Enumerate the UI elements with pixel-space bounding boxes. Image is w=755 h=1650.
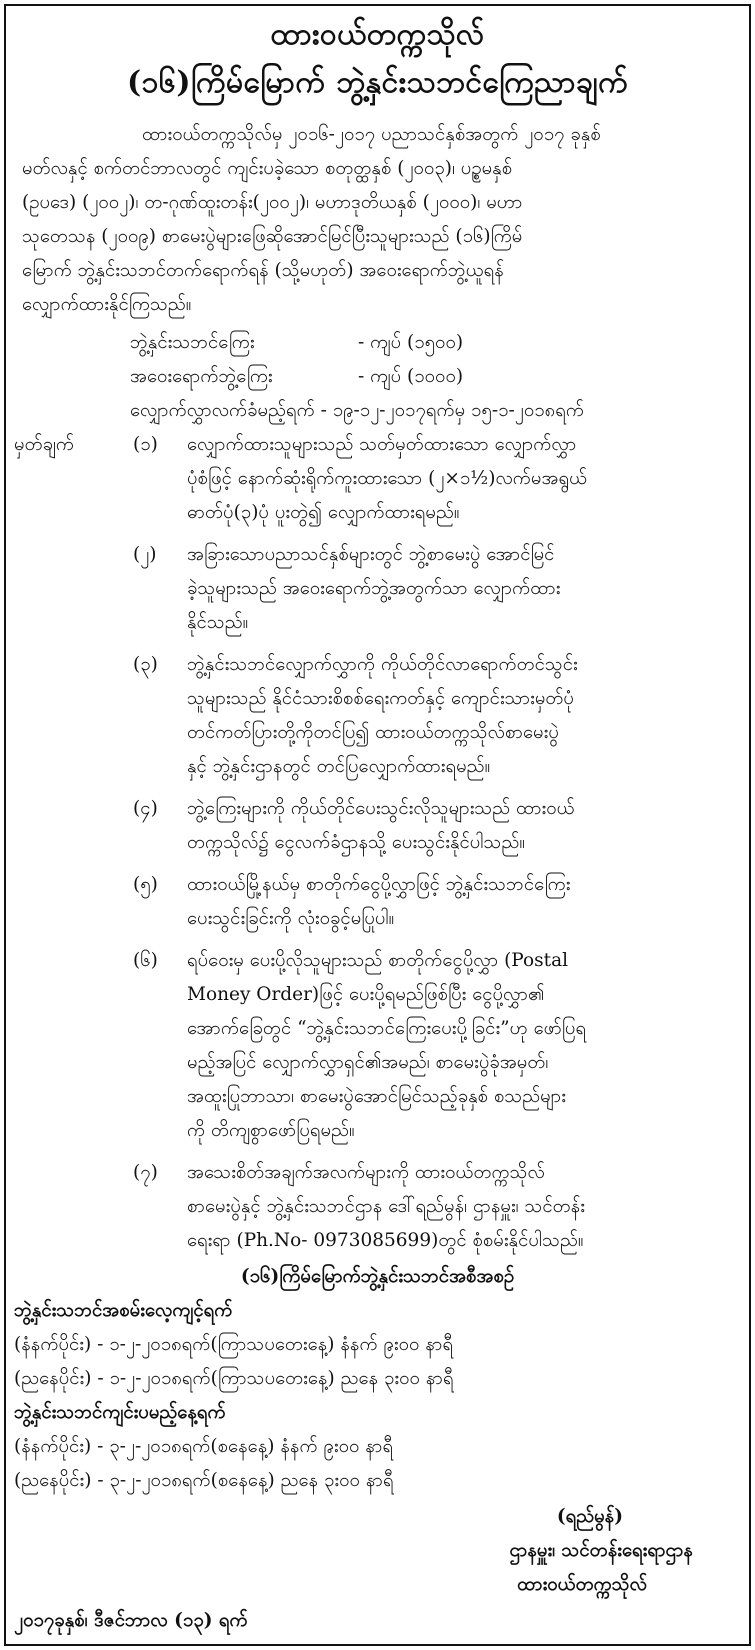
intro-line: လျှောက်ထားနိုင်ကြသည်။ — [22, 294, 192, 315]
note-number: (၇) — [133, 1162, 158, 1183]
note-line: နိုင်သည်။ — [187, 612, 249, 633]
note-line: အောက်ခြေတွင် “ဘွဲ့နှင်းသဘင်ကြေးပေးပို့ခြင်း”ဟု ဖော်ပြရ — [187, 1018, 587, 1039]
intro-line: ထားဝယ်တက္ကသိုလ်မှ ၂၀၁၆-၂၀၁၇ ပညာသင်နှစ်အတွက် ၂၀၁၇ ခုနှစ် — [142, 124, 601, 145]
note-line: သူများသည် နိုင်ငံသားစိစစ်ရေးကတ်နှင့် ကျောင်းသားမှတ်ပုံ — [187, 688, 574, 709]
convocation-fee-label: ဘွဲ့နှင်းသဘင်ကြေး — [130, 332, 255, 353]
note-line: အထူးပြုဘာသာ၊ စာမေးပွဲအောင်မြင်သည့်ခုနှစ် စသည်များ — [187, 1086, 566, 1107]
note-line: စာမေးပွဲနှင့် ဘွဲ့နှင်းသဘင်ဌာန ဒေါ်ရည်မွန်၊ ဌာနမှူး၊ သင်တန်း — [187, 1196, 585, 1217]
intro-line: မြောက် ဘွဲ့နှင်းသဘင်တက်ရောက်ရန် (သို့မဟုတ်) အဝေးရောက်ဘွဲ့ယူရန် — [22, 260, 504, 281]
absentia-fee-label: အဝေးရောက်ဘွဲ့ကြေး — [130, 366, 273, 387]
note-line: ဘွဲ့နှင်းသဘင်လျှောက်လွှာကို ကိုယ်တိုင်လာရောက်တင်သွင်း — [187, 654, 578, 675]
intro-line: မတ်လနှင့် စက်တင်ဘာလတွင် ကျင်းပခဲ့သော စတုတ္ထနှစ် (၂၀၀၃)၊ ပဉ္စမနှစ် — [22, 158, 513, 179]
signatory-institution: ထားဝယ်တက္ကသိုလ် — [517, 1574, 647, 1595]
note-line: အခြားသောပညာသင်နှစ်များတွင် ဘွဲ့စာမေးပွဲ အောင်မြင် — [187, 544, 555, 565]
note-number: (၁) — [133, 434, 158, 455]
intro-line: (ဥပဒေ) (၂၀၀၂)၊ တ-ဂုဏ်ထူးတန်း(၂၀၀၂)၊ မဟာဒုတိယနှစ် (၂၀၀၀)၊ မဟာ — [22, 192, 523, 213]
signatory-position: ဌာနမှူး၊ သင်တန်းရေးရာဌာန — [509, 1540, 693, 1561]
note-line: ရေးရာ (Ph.No- 0973085699)တွင် စုံစမ်းနိုင်ပါသည်။ — [187, 1230, 584, 1251]
note-line: ဓာတ်ပုံ(၃)ပုံ ပူးတွဲ၍ လျှောက်ထားရမည်။ — [187, 502, 460, 523]
note-number: (၅) — [133, 874, 158, 895]
note-number: (၂) — [133, 544, 157, 565]
university-title: ထားဝယ်တက္ကသိုလ် — [270, 17, 485, 52]
schedule-title: (၁၆)ကြိမ်မြောက်ဘွဲ့နှင်းသဘင်အစီအစဉ် — [240, 1266, 515, 1287]
convocation-fee-value: - ကျပ် (၁၅၀၀) — [358, 332, 464, 353]
ceremony-evening: (ညနေပိုင်း) - ၃-၂-၂၀၁၈ရက်(စနေနေ့) ညနေ ၃း၀၀ နာရီ — [14, 1470, 394, 1491]
note-number: (၄) — [133, 798, 158, 819]
note-line: ထားဝယ်မြို့နယ်မှ စာတိုက်ငွေပို့လွှာဖြင့် ဘွဲ့နှင်းသဘင်ကြေး — [187, 874, 571, 895]
application-period: လျှောက်လွှာလက်ခံမည့်ရက် - ၁၉-၁၂-၂၀၁၇ရက်မှ ၁၅-၁-၂၀၁၈ရက် — [130, 400, 584, 421]
note-line: မည့်အပြင် လျှောက်လွှာရှင်၏အမည်၊ စာမေးပွဲခုံအမှတ်၊ — [187, 1052, 549, 1073]
note-line: နှင့် ဘွဲ့နှင်းဌာနတွင် တင်ပြလျှောက်ထားရမည်။ — [187, 756, 491, 777]
note-line: အသေးစိတ်အချက်အလက်များကို ထားဝယ်တက္ကသိုလ် — [187, 1162, 545, 1183]
intro-line: သုတေသန (၂၀၀၉) စာမေးပွဲများဖြေဆိုအောင်မြင်ပြီးသူများသည် (၁၆)ကြိမ် — [22, 226, 523, 247]
notes-label: မှတ်ချက် — [14, 434, 75, 455]
note-line: တက္ကသိုလ်၌ ငွေလက်ခံဌာနသို့ ပေးသွင်းနိုင်ပါသည်။ — [187, 832, 525, 853]
note-number: (၃) — [133, 654, 158, 675]
ceremony-morning: (နံနက်ပိုင်း) - ၃-၂-၂၀၁၈ရက်(စနေနေ့) နံနက် ၉း၀၀ နာရီ — [14, 1436, 394, 1457]
announcement-title: (၁၆)ကြိမ်မြောက် ဘွဲ့နှင်းသဘင်ကြေညာချက် — [126, 65, 629, 100]
note-line: ပုံစံဖြင့် နောက်ဆုံးရိုက်ကူးထားသော (၂×၁½)လက်မအရွယ် — [187, 468, 588, 489]
rehearsal-evening: (ညနေပိုင်း) - ၁-၂-၂၀၁၈ရက်(ကြာသပတေးနေ့) ညနေ ၃း၀၀ နာရီ — [14, 1368, 454, 1389]
announcement-date: ၂၀၁၇ခုနှစ်၊ ဒီဇင်ဘာလ (၁၃) ရက် — [14, 1610, 248, 1631]
note-line: ဘွဲ့ကြေးများကို ကိုယ်တိုင်ပေးသွင်းလိုသူများသည် ထားဝယ် — [187, 798, 575, 819]
ceremony-title: ဘွဲ့နှင်းသဘင်ကျင်းပမည့်နေ့ရက် — [14, 1402, 226, 1423]
rehearsal-morning: (နံနက်ပိုင်း) - ၁-၂-၂၀၁၈ရက်(ကြာသပတေးနေ့) နံနက် ၉း၀၀ နာရီ — [14, 1334, 454, 1355]
note-line: ကို တိကျစွာဖော်ပြရမည်။ — [187, 1120, 355, 1141]
note-number: (၆) — [133, 950, 158, 971]
rehearsal-title: ဘွဲ့နှင်းသဘင်အစမ်းလေ့ကျင့်ရက် — [14, 1300, 233, 1321]
note-line: တင်ကတ်ပြားတို့ကိုတင်ပြ၍ ထားဝယ်တက္ကသိုလ်စာမေးပွဲ — [187, 722, 559, 743]
note-line: ပေးသွင်းခြင်းကို လုံးဝခွင့်မပြုပါ။ — [187, 908, 395, 929]
note-line: လျှောက်ထားသူများသည် သတ်မှတ်ထားသော လျှောက်လွှာ — [187, 434, 577, 455]
absentia-fee-value: - ကျပ် (၁၀၀၀) — [358, 366, 464, 387]
note-line: ခဲ့သူများသည် အဝေးရောက်ဘွဲ့အတွက်သာ လျှောက်ထား — [187, 578, 561, 599]
note-line: ရပ်ဝေးမှ ပေးပို့လိုသူများသည် စာတိုက်ငွေပို့လွှာ (Postal — [187, 950, 569, 971]
signatory-name: (ရည်မွန်) — [556, 1506, 623, 1527]
note-line: Money Order)ဖြင့် ပေးပို့ရမည်ဖြစ်ပြီး ငွေပို့လွှာ၏ — [187, 984, 545, 1005]
